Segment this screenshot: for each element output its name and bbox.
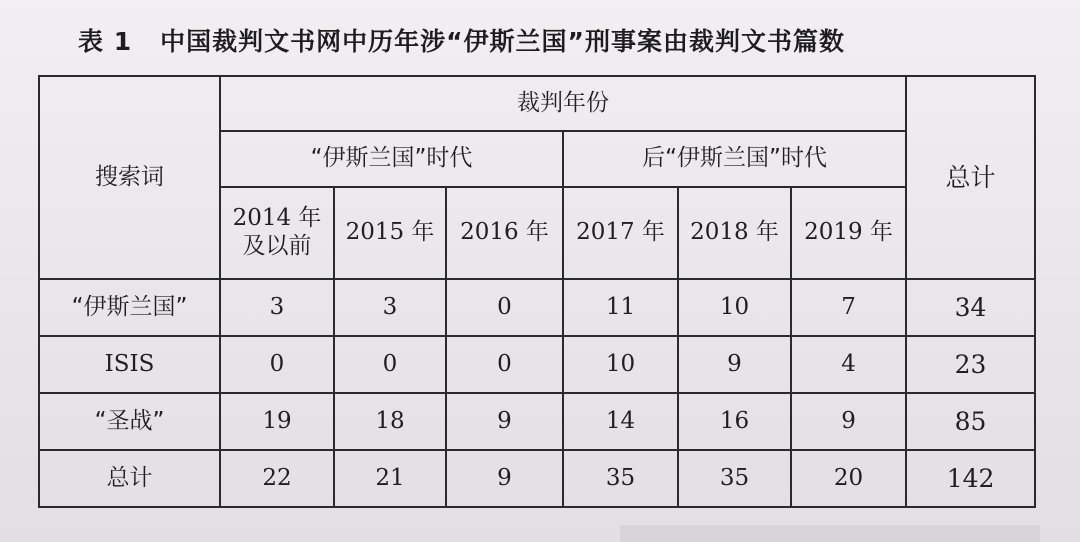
caption-title: 中国裁判文书网中历年涉“伊斯兰国”刑事案由裁判文书篇数: [160, 27, 845, 56]
value-cell: 22: [220, 450, 334, 507]
value-cell: 16: [678, 393, 791, 450]
value-cell: 0: [446, 336, 563, 393]
value-cell: 35: [678, 450, 791, 507]
era-header-post-isis: 后“伊斯兰国”时代: [563, 131, 906, 187]
value-cell: 19: [220, 393, 334, 450]
search-term-header: 搜索词: [39, 76, 220, 279]
year-group-header: 裁判年份: [220, 76, 906, 131]
value-cell: 35: [563, 450, 678, 507]
row-total-cell: 34: [906, 279, 1035, 336]
value-cell: 21: [334, 450, 446, 507]
table-row: [39, 336, 1035, 393]
value-cell: 3: [220, 279, 334, 336]
value-cell: 7: [791, 279, 906, 336]
table-caption: [78, 22, 1018, 58]
year-header: 2019 年: [791, 187, 906, 279]
era-header-isis: “伊斯兰国”时代: [220, 131, 563, 187]
value-cell: 10: [563, 336, 678, 393]
year-header: 2014 年 及以前: [220, 187, 334, 279]
value-cell: 14: [563, 393, 678, 450]
value-cell: 11: [563, 279, 678, 336]
value-cell: 9: [446, 393, 563, 450]
case-count-table: [38, 75, 1036, 508]
value-cell: 0: [334, 336, 446, 393]
value-cell: 4: [791, 336, 906, 393]
value-cell: 3: [334, 279, 446, 336]
page-edge-shadow: [620, 525, 1040, 542]
row-total-cell: 23: [906, 336, 1035, 393]
value-cell: 18: [334, 393, 446, 450]
value-cell: 20: [791, 450, 906, 507]
year-header: 2018 年: [678, 187, 791, 279]
value-cell: 9: [791, 393, 906, 450]
value-cell: 10: [678, 279, 791, 336]
caption-number: 表 1: [78, 27, 133, 56]
table-row: [39, 450, 1035, 507]
search-term-cell: “伊斯兰国”: [39, 279, 220, 336]
year-header: 2016 年: [446, 187, 563, 279]
value-cell: 0: [446, 279, 563, 336]
row-total-cell: 85: [906, 393, 1035, 450]
search-term-cell: “圣战”: [39, 393, 220, 450]
row-total-cell: 142: [906, 450, 1035, 507]
search-term-cell: 总计: [39, 450, 220, 507]
search-term-cell: ISIS: [39, 336, 220, 393]
table-row: [39, 393, 1035, 450]
value-cell: 9: [446, 450, 563, 507]
value-cell: 0: [220, 336, 334, 393]
table-row: [39, 279, 1035, 336]
year-header: 2015 年: [334, 187, 446, 279]
year-header: 2017 年: [563, 187, 678, 279]
total-header: 总计: [906, 76, 1035, 279]
value-cell: 9: [678, 336, 791, 393]
